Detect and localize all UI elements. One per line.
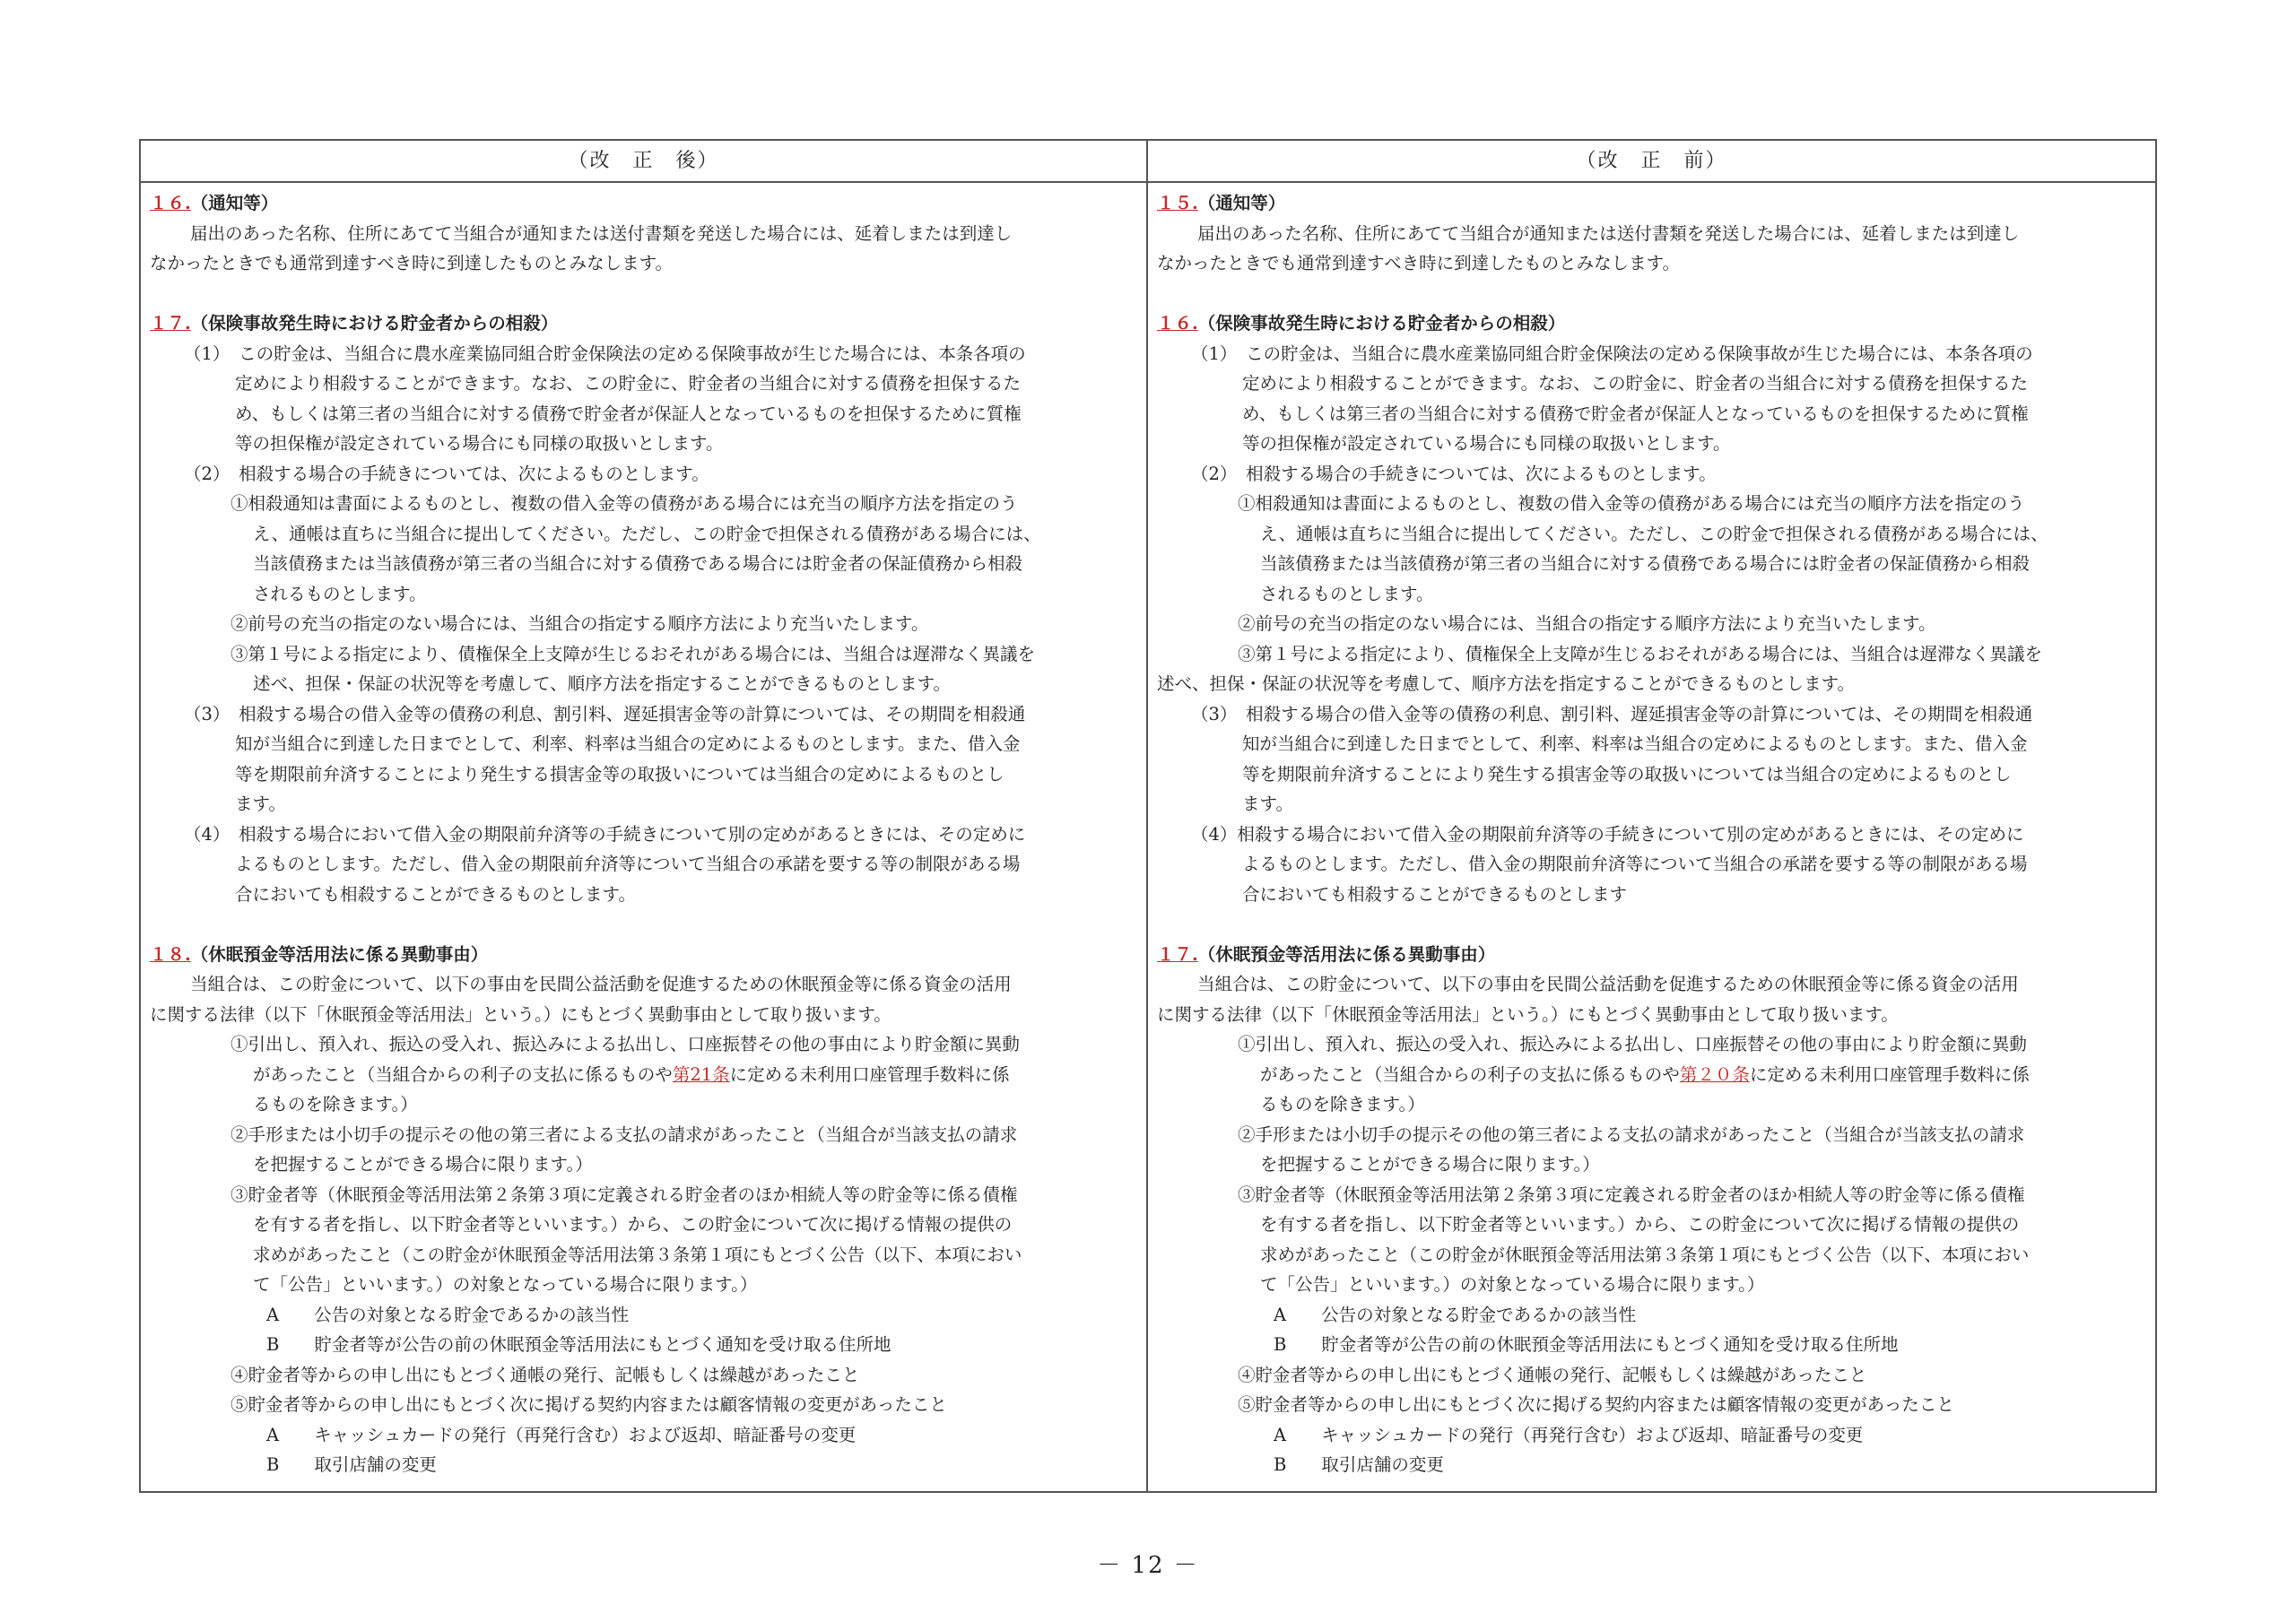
item-line: ②手形または小切手の提示その他の第三者による支払の請求があったこと（当組合が当該支払の請求 — [230, 1123, 1018, 1145]
clause-line: （1） この貯金は、当組合に農水産業協同組合貯金保険法の定める保険事故が生じた場合には、本条各項の — [1191, 343, 2033, 364]
item-line: ②前号の充当の指定のない場合には、当組合の指定する順序方法により充当いたします。 — [230, 613, 929, 634]
item-line: 当該債務または当該債務が第三者の当組合に対する債務である場合には貯金者の保証債務から相殺 — [253, 553, 1023, 574]
paragraph-line: 届出のあった名称、住所にあてて当組合が通知または送付書類を発送した場合には、延着しまたは到達し — [1197, 222, 2020, 244]
clause-line: （3） 相殺する場合の借入金等の債務の利息、割引料、遅延損害金等の計算については、その期間を相殺通 — [1191, 703, 2033, 724]
item-line — [150, 1060, 1134, 1090]
item-line: されるものとします。 — [1260, 583, 1434, 604]
section-title: （保険事故発生時における貯金者からの相殺） — [190, 313, 559, 334]
item-line: ③第１号による指定により、債権保全上支障が生じるおそれがある場合には、当組合は遅滞なく異議を — [1238, 643, 2043, 664]
column-header-before: （改 正 前） — [1148, 141, 2155, 183]
item-line: 当該債務または当該債務が第三者の当組合に対する債務である場合には貯金者の保証債務から相殺 — [1260, 553, 2031, 574]
item-line: 求めがあったこと（この貯金が休眠預金等活用法第３条第１項にもとづく公告（以下、本項におい — [1260, 1244, 2030, 1265]
item-line: ②前号の充当の指定のない場合には、当組合の指定する順序方法により充当いたします。 — [1238, 613, 1936, 634]
section-heading — [1157, 940, 2143, 970]
sub-item-line: A 公告の対象となる貯金であるかの該当性 — [266, 1304, 630, 1325]
item-line: え、通帳は直ちに当組合に提出してください。ただし、この貯金で担保される債務がある場合には、 — [1260, 523, 2048, 544]
item-line: ⑤貯金者等からの申し出にもとづく次に掲げる契約内容または顧客情報の変更があったこと — [1238, 1394, 1954, 1415]
text-fragment: があったこと（当組合からの利子の支払に係るものや — [1260, 1063, 1680, 1085]
section-heading — [1157, 308, 2143, 339]
clause-line: （4） 相殺する場合において借入金の期限前弁済等の手続きについて別の定めがあるときには、その定めに — [184, 823, 1026, 845]
clause-line: よるものとします。ただし、借入金の期限前弁済等について当組合の承諾を要する等の制限がある場 — [1242, 854, 2028, 874]
clause-line: （2） 相殺する場合の手続きについては、次によるものとします。 — [184, 463, 709, 484]
clause-line: 等を期限前弁済することにより発生する損害金等の取扱いについては当組合の定めによるものとし — [235, 763, 1004, 785]
column-body-after — [141, 183, 1146, 1480]
paragraph-line: なかったときでも通常到達すべき時に到達したものとみなします。 — [1157, 253, 1681, 273]
item-line: て「公告」といいます。）の対象となっている場合に限ります。） — [1260, 1274, 1765, 1295]
item-line: を有する者を指し、以下貯金者等といいます。）から、この貯金について次に掲げる情報の提供の — [253, 1214, 1013, 1235]
item-line: ①相殺通知は書面によるものとし、複数の借入金等の債務がある場合には充当の順序方法を指定のう — [230, 493, 1018, 514]
item-line: ②手形または小切手の提示その他の第三者による支払の請求があったこと（当組合が当該支払の請求 — [1238, 1123, 2025, 1145]
section-number: １８. — [150, 943, 191, 965]
paragraph-line: に関する法律（以下「休眠預金等活用法」という。）にもとづく異動事由として取り扱います。 — [150, 1003, 891, 1025]
clause-line: ます。 — [1242, 794, 1293, 814]
section-title: （保険事故発生時における貯金者からの相殺） — [1197, 313, 1566, 334]
column-before-revision — [1148, 141, 2155, 1491]
section-heading — [150, 940, 1134, 970]
comparison-table — [139, 139, 2157, 1493]
item-line: て「公告」といいます。）の対象となっている場合に限ります。） — [253, 1274, 758, 1295]
clause-line: 定めにより相殺することができます。なお、この貯金に、貯金者の当組合に対する債務を担保するた — [235, 373, 1021, 394]
clause-line: 定めにより相殺することができます。なお、この貯金に、貯金者の当組合に対する債務を担保するた — [1242, 373, 2028, 394]
clause-line: 合においても相殺することができるものとします — [1242, 883, 1628, 905]
clause-line: （2） 相殺する場合の手続きについては、次によるものとします。 — [1191, 463, 1717, 484]
column-after-revision — [141, 141, 1148, 1491]
sub-item-line: B 取引店舗の変更 — [266, 1454, 437, 1475]
clause-line: め、もしくは第三者の当組合に対する債務で貯金者が保証人となっているものを担保するために質権 — [1242, 403, 2029, 424]
item-line: ④貯金者等からの申し出にもとづく通帳の発行、記帳もしくは繰越があったこと — [1238, 1364, 1867, 1385]
section-heading — [150, 308, 1134, 339]
item-line: を把握することができる場合に限ります。） — [253, 1154, 593, 1175]
text-fragment: があったこと（当組合からの利子の支払に係るものや — [253, 1063, 673, 1085]
section-heading — [150, 188, 1134, 219]
section-number: １６. — [150, 193, 191, 213]
article-reference-link[interactable]: 第２０条 — [1679, 1063, 1750, 1085]
item-line: ①引出し、預入れ、振込の受入れ、振込みによる払出し、口座振替その他の事由により貯金額に異動 — [1238, 1034, 2027, 1054]
section-heading — [1157, 188, 2143, 219]
clause-line: 等の担保権が設定されている場合にも同様の取扱いとします。 — [235, 433, 724, 454]
sub-item-line: A キャッシュカードの発行（再発行含む）および返却、暗証番号の変更 — [1274, 1424, 1864, 1445]
clause-line: 等を期限前弁済することにより発生する損害金等の取扱いについては当組合の定めによるものとし — [1242, 763, 2012, 785]
clause-line: 知が当組合に到達した日までとして、利率、料率は当組合の定めによるものとします。また、借入金 — [1242, 733, 2028, 754]
item-line: ③貯金者等（休眠預金等活用法第２条第３項に定義される貯金者のほか相続人等の貯金等に係る債権 — [1238, 1184, 2025, 1205]
section-title: （通知等） — [190, 193, 279, 213]
item-line: 求めがあったこと（この貯金が休眠預金等活用法第３条第１項にもとづく公告（以下、本項におい — [253, 1244, 1022, 1265]
item-line: を把握することができる場合に限ります。） — [1260, 1154, 1600, 1175]
item-line: を有する者を指し、以下貯金者等といいます。）から、この貯金について次に掲げる情報の提供の — [1260, 1214, 2020, 1235]
item-line: ①相殺通知は書面によるものとし、複数の借入金等の債務がある場合には充当の順序方法を指定のう — [1238, 493, 2025, 514]
paragraph-line: 当組合は、この貯金について、以下の事由を民間公益活動を促進するための休眠預金等に係る資金の活用 — [190, 974, 1012, 994]
item-line: るものを除きます。） — [253, 1094, 418, 1115]
text-fragment: に定める未利用口座管理手数料に係 — [1749, 1063, 2030, 1085]
sub-item-line: B 貯金者等が公告の前の休眠預金等活用法にもとづく通知を受け取る住所地 — [1274, 1334, 1899, 1355]
page-number: － 12 － — [1097, 1552, 1199, 1579]
article-reference-link[interactable]: 第21条 — [672, 1063, 730, 1085]
sub-item-line: B 貯金者等が公告の前の休眠預金等活用法にもとづく通知を受け取る住所地 — [266, 1334, 891, 1355]
clause-line: （3） 相殺する場合の借入金等の債務の利息、割引料、遅延損害金等の計算については、その期間を相殺通 — [184, 703, 1026, 724]
paragraph-line: なかったときでも通常到達すべき時に到達したものとみなします。 — [150, 253, 674, 273]
section-title: （休眠預金等活用法に係る異動事由） — [190, 943, 489, 965]
item-line: え、通帳は直ちに当組合に提出してください。ただし、この貯金で担保される債務がある場合には、 — [253, 523, 1041, 544]
clause-line: よるものとします。ただし、借入金の期限前弁済等について当組合の承諾を要する等の制限がある場 — [235, 854, 1021, 874]
text-fragment: に定める未利用口座管理手数料に係 — [729, 1063, 1010, 1085]
paragraph-line: 当組合は、この貯金について、以下の事由を民間公益活動を促進するための休眠預金等に係る資金の活用 — [1197, 974, 2019, 994]
item-line: ③第１号による指定により、債権保全上支障が生じるおそれがある場合には、当組合は遅滞なく異議を — [230, 643, 1036, 664]
item-line: るものを除きます。） — [1260, 1094, 1425, 1115]
clause-line: 等の担保権が設定されている場合にも同様の取扱いとします。 — [1242, 433, 1731, 454]
sub-item-line: B 取引店舗の変更 — [1274, 1454, 1444, 1475]
item-line: 述べ、担保・保証の状況等を考慮して、順序方法を指定することができるものとします。 — [1157, 673, 1856, 694]
item-line: されるものとします。 — [253, 583, 427, 604]
item-line: ⑤貯金者等からの申し出にもとづく次に掲げる契約内容または顧客情報の変更があったこと — [230, 1394, 947, 1415]
item-line: 述べ、担保・保証の状況等を考慮して、順序方法を指定することができるものとします。 — [253, 673, 952, 694]
paragraph-line: 届出のあった名称、住所にあてて当組合が通知または送付書類を発送した場合には、延着しまたは到達し — [190, 222, 1013, 244]
sub-item-line: A キャッシュカードの発行（再発行含む）および返却、暗証番号の変更 — [266, 1424, 857, 1445]
section-title: （通知等） — [1197, 193, 1286, 213]
clause-line: ます。 — [235, 794, 286, 814]
clause-line: （4）相殺する場合において借入金の期限前弁済等の手続きについて別の定めがあるときには、その定めに — [1191, 823, 2024, 845]
section-title: （休眠預金等活用法に係る異動事由） — [1197, 943, 1496, 965]
clause-line: （1） この貯金は、当組合に農水産業協同組合貯金保険法の定める保険事故が生じた場合には、本条各項の — [184, 343, 1026, 364]
item-line: ③貯金者等（休眠預金等活用法第２条第３項に定義される貯金者のほか相続人等の貯金等に係る債権 — [230, 1184, 1018, 1205]
clause-line: 知が当組合に到達した日までとして、利率、料率は当組合の定めによるものとします。また、借入金 — [235, 733, 1021, 754]
column-header-after: （改 正 後） — [141, 141, 1146, 183]
section-number: １６. — [1157, 313, 1198, 334]
clause-line: 合においても相殺することができるものとします。 — [235, 883, 636, 905]
clause-line: め、もしくは第三者の当組合に対する債務で貯金者が保証人となっているものを担保するために質権 — [235, 403, 1022, 424]
sub-item-line: A 公告の対象となる貯金であるかの該当性 — [1274, 1304, 1637, 1325]
section-number: １７. — [1157, 943, 1198, 965]
paragraph-line: に関する法律（以下「休眠預金等活用法」という。）にもとづく異動事由として取り扱います。 — [1157, 1003, 1899, 1025]
section-number: １５. — [1157, 193, 1198, 213]
item-line — [1157, 1060, 2143, 1090]
column-body-before — [1148, 183, 2155, 1480]
section-number: １７. — [150, 313, 191, 334]
item-line: ④貯金者等からの申し出にもとづく通帳の発行、記帳もしくは繰越があったこと — [230, 1364, 860, 1385]
item-line: ①引出し、預入れ、振込の受入れ、振込みによる払出し、口座振替その他の事由により貯金額に異動 — [230, 1034, 1020, 1054]
